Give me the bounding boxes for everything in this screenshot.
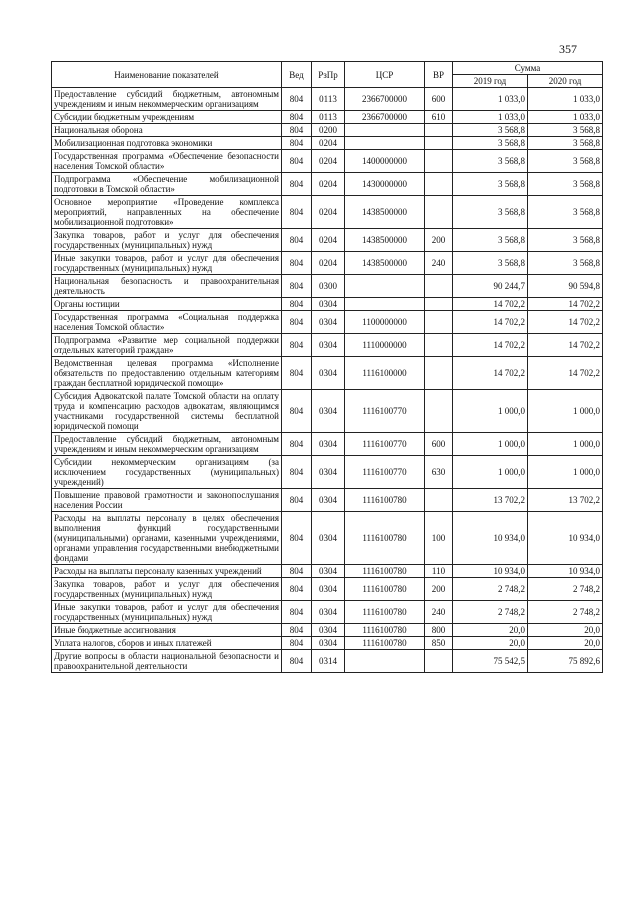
table-row (52, 650, 603, 673)
cell-csr: 1438500000 (345, 196, 425, 229)
table-body (52, 88, 603, 673)
table-row (52, 390, 603, 433)
cell-rzpr: 0204 (312, 173, 345, 196)
cell-vr (425, 357, 453, 390)
header-rzpr: РзПр (312, 62, 345, 88)
header-2020: 2020 год (528, 75, 603, 88)
table-row (52, 456, 603, 489)
cell-2020: 1 000,0 (528, 433, 603, 456)
cell-2020: 14 702,2 (528, 334, 603, 357)
cell-name: Закупка товаров, работ и услуг для обеспечения государственных (муниципальных) нужд (52, 578, 282, 601)
cell-csr: 2366700000 (345, 88, 425, 111)
cell-rzpr: 0204 (312, 150, 345, 173)
cell-2020: 1 000,0 (528, 390, 603, 433)
table-row (52, 637, 603, 650)
cell-ved: 804 (282, 137, 312, 150)
cell-name: Органы юстиции (52, 298, 282, 311)
cell-rzpr: 0304 (312, 512, 345, 565)
cell-vr: 600 (425, 433, 453, 456)
cell-2019: 14 702,2 (453, 298, 528, 311)
cell-2019: 20,0 (453, 624, 528, 637)
table-row (52, 311, 603, 334)
table-row (52, 111, 603, 124)
cell-2019: 14 702,2 (453, 311, 528, 334)
cell-ved: 804 (282, 124, 312, 137)
table-header (52, 62, 603, 88)
cell-csr (345, 124, 425, 137)
cell-csr: 1116100780 (345, 601, 425, 624)
table-row (52, 173, 603, 196)
cell-name: Субсидия Адвокатской палате Томской области на оплату труда и компенсацию расходов адвокатам, являющимся участниками государственной системы бесплатной юридической помощи (52, 390, 282, 433)
cell-csr: 1400000000 (345, 150, 425, 173)
cell-csr: 1116100780 (345, 578, 425, 601)
cell-ved: 804 (282, 150, 312, 173)
cell-vr (425, 275, 453, 298)
cell-rzpr: 0304 (312, 334, 345, 357)
cell-vr: 850 (425, 637, 453, 650)
cell-rzpr: 0113 (312, 111, 345, 124)
cell-csr: 1100000000 (345, 311, 425, 334)
cell-2020: 20,0 (528, 637, 603, 650)
cell-2020: 3 568,8 (528, 124, 603, 137)
cell-ved: 804 (282, 311, 312, 334)
cell-csr (345, 275, 425, 298)
cell-2020: 90 594,8 (528, 275, 603, 298)
cell-vr: 200 (425, 578, 453, 601)
cell-name: Ведомственная целевая программа «Исполнение обязательств по предоставлению отдельным категориям граждан бесплатной юридической помощи» (52, 357, 282, 390)
cell-rzpr: 0304 (312, 489, 345, 512)
cell-2020: 14 702,2 (528, 298, 603, 311)
cell-name: Иные закупки товаров, работ и услуг для обеспечения государственных (муниципальных) нужд (52, 252, 282, 275)
cell-ved: 804 (282, 196, 312, 229)
header-ved: Вед (282, 62, 312, 88)
cell-csr: 1116100000 (345, 357, 425, 390)
cell-name: Национальная оборона (52, 124, 282, 137)
cell-2020: 14 702,2 (528, 357, 603, 390)
table-row (52, 88, 603, 111)
cell-rzpr: 0304 (312, 601, 345, 624)
cell-csr: 2366700000 (345, 111, 425, 124)
cell-csr: 1116100780 (345, 624, 425, 637)
cell-vr (425, 390, 453, 433)
cell-rzpr: 0200 (312, 124, 345, 137)
cell-2019: 10 934,0 (453, 512, 528, 565)
cell-ved: 804 (282, 637, 312, 650)
cell-vr: 600 (425, 88, 453, 111)
cell-2019: 2 748,2 (453, 601, 528, 624)
cell-name: Государственная программа «Обеспечение безопасности населения Томской области» (52, 150, 282, 173)
cell-rzpr: 0204 (312, 252, 345, 275)
cell-rzpr: 0304 (312, 624, 345, 637)
cell-name: Предоставление субсидий бюджетным, автономным учреждениям и иным некоммерческим организациям (52, 88, 282, 111)
cell-csr: 1438500000 (345, 252, 425, 275)
cell-vr (425, 124, 453, 137)
header-csr: ЦСР (345, 62, 425, 88)
cell-2019: 1 033,0 (453, 111, 528, 124)
cell-2019: 3 568,8 (453, 124, 528, 137)
cell-ved: 804 (282, 489, 312, 512)
cell-2019: 1 000,0 (453, 390, 528, 433)
cell-csr (345, 650, 425, 673)
cell-2020: 10 934,0 (528, 565, 603, 578)
cell-ved: 804 (282, 601, 312, 624)
cell-name: Другие вопросы в области национальной безопасности и правоохранительной деятельности (52, 650, 282, 673)
cell-2019: 10 934,0 (453, 565, 528, 578)
cell-csr: 1430000000 (345, 173, 425, 196)
cell-rzpr: 0304 (312, 637, 345, 650)
cell-ved: 804 (282, 111, 312, 124)
cell-2019: 3 568,8 (453, 137, 528, 150)
cell-ved: 804 (282, 252, 312, 275)
cell-2019: 3 568,8 (453, 173, 528, 196)
table-row (52, 275, 603, 298)
cell-csr (345, 137, 425, 150)
table-row (52, 565, 603, 578)
cell-ved: 804 (282, 357, 312, 390)
cell-2020: 2 748,2 (528, 601, 603, 624)
cell-vr (425, 311, 453, 334)
cell-name: Расходы на выплаты персоналу в целях обеспечения выполнения функций государственными (муниципальными) органами, казенными учреждениями, органами управления государственными внебюджетными фондами (52, 512, 282, 565)
cell-2020: 2 748,2 (528, 578, 603, 601)
cell-vr: 240 (425, 601, 453, 624)
cell-name: Субсидии некоммерческим организациям (за исключением государственных (муниципальных) учреждений) (52, 456, 282, 489)
table-row (52, 624, 603, 637)
cell-2020: 3 568,8 (528, 150, 603, 173)
table-row (52, 357, 603, 390)
table-row (52, 578, 603, 601)
cell-2019: 90 244,7 (453, 275, 528, 298)
cell-csr: 1116100780 (345, 512, 425, 565)
cell-name: Иные бюджетные ассигнования (52, 624, 282, 637)
cell-csr: 1116100780 (345, 565, 425, 578)
cell-vr (425, 650, 453, 673)
cell-ved: 804 (282, 512, 312, 565)
table-row (52, 512, 603, 565)
cell-2020: 10 934,0 (528, 512, 603, 565)
cell-rzpr: 0204 (312, 196, 345, 229)
cell-2020: 14 702,2 (528, 311, 603, 334)
table-row (52, 298, 603, 311)
cell-vr (425, 489, 453, 512)
header-vr: ВР (425, 62, 453, 88)
cell-2019: 3 568,8 (453, 252, 528, 275)
header-2019: 2019 год (453, 75, 528, 88)
cell-rzpr: 0304 (312, 311, 345, 334)
cell-name: Уплата налогов, сборов и иных платежей (52, 637, 282, 650)
cell-vr: 800 (425, 624, 453, 637)
header-name: Наименование показателей (52, 62, 282, 88)
cell-name: Мобилизационная подготовка экономики (52, 137, 282, 150)
cell-ved: 804 (282, 275, 312, 298)
cell-ved: 804 (282, 334, 312, 357)
cell-2019: 3 568,8 (453, 196, 528, 229)
cell-2020: 20,0 (528, 624, 603, 637)
cell-name: Подпрограмма «Развитие мер социальной поддержки отдельных категорий граждан» (52, 334, 282, 357)
cell-vr: 240 (425, 252, 453, 275)
cell-vr (425, 137, 453, 150)
cell-vr (425, 150, 453, 173)
cell-name: Подпрограмма «Обеспечение мобилизационной подготовки в Томской области» (52, 173, 282, 196)
cell-2019: 1 000,0 (453, 456, 528, 489)
cell-csr (345, 298, 425, 311)
cell-2019: 3 568,8 (453, 150, 528, 173)
cell-csr: 1116100770 (345, 390, 425, 433)
table-row (52, 137, 603, 150)
cell-2019: 1 033,0 (453, 88, 528, 111)
cell-rzpr: 0304 (312, 298, 345, 311)
cell-2019: 2 748,2 (453, 578, 528, 601)
cell-ved: 804 (282, 456, 312, 489)
cell-csr: 1116100780 (345, 489, 425, 512)
page-number: 357 (559, 42, 577, 56)
cell-2019: 75 542,5 (453, 650, 528, 673)
cell-ved: 804 (282, 624, 312, 637)
budget-table (51, 61, 603, 673)
cell-rzpr: 0304 (312, 578, 345, 601)
cell-name: Иные закупки товаров, работ и услуг для обеспечения государственных (муниципальных) нужд (52, 601, 282, 624)
table-row (52, 252, 603, 275)
cell-vr: 200 (425, 229, 453, 252)
cell-rzpr: 0304 (312, 433, 345, 456)
cell-name: Государственная программа «Социальная поддержка населения Томской области» (52, 311, 282, 334)
table-row (52, 601, 603, 624)
cell-rzpr: 0304 (312, 390, 345, 433)
cell-2020: 1 033,0 (528, 111, 603, 124)
cell-2019: 1 000,0 (453, 433, 528, 456)
cell-csr: 1438500000 (345, 229, 425, 252)
cell-vr: 630 (425, 456, 453, 489)
cell-ved: 804 (282, 88, 312, 111)
cell-rzpr: 0304 (312, 357, 345, 390)
cell-vr (425, 334, 453, 357)
cell-2019: 14 702,2 (453, 357, 528, 390)
cell-name: Предоставление субсидий бюджетным, автономным учреждениям и иным некоммерческим организациям (52, 433, 282, 456)
cell-ved: 804 (282, 565, 312, 578)
cell-2020: 3 568,8 (528, 173, 603, 196)
cell-rzpr: 0314 (312, 650, 345, 673)
cell-csr: 1116100770 (345, 456, 425, 489)
cell-2019: 14 702,2 (453, 334, 528, 357)
header-sum: Сумма (453, 62, 603, 75)
cell-name: Закупка товаров, работ и услуг для обеспечения государственных (муниципальных) нужд (52, 229, 282, 252)
cell-rzpr: 0204 (312, 229, 345, 252)
cell-ved: 804 (282, 229, 312, 252)
table-row (52, 229, 603, 252)
cell-ved: 804 (282, 298, 312, 311)
cell-vr (425, 173, 453, 196)
table-row (52, 489, 603, 512)
table-row (52, 334, 603, 357)
cell-2019: 20,0 (453, 637, 528, 650)
cell-2020: 3 568,8 (528, 137, 603, 150)
cell-2020: 13 702,2 (528, 489, 603, 512)
cell-2020: 3 568,8 (528, 196, 603, 229)
cell-rzpr: 0304 (312, 456, 345, 489)
cell-ved: 804 (282, 173, 312, 196)
cell-2020: 3 568,8 (528, 229, 603, 252)
table-row (52, 124, 603, 137)
cell-vr: 610 (425, 111, 453, 124)
cell-rzpr: 0204 (312, 137, 345, 150)
cell-ved: 804 (282, 433, 312, 456)
cell-ved: 804 (282, 650, 312, 673)
cell-vr (425, 298, 453, 311)
cell-name: Основное мероприятие «Проведение комплекса мероприятий, направленных на обеспечение мобилизационной подготовки» (52, 196, 282, 229)
cell-csr: 1116100770 (345, 433, 425, 456)
table-row (52, 150, 603, 173)
cell-rzpr: 0113 (312, 88, 345, 111)
table-row (52, 433, 603, 456)
cell-name: Субсидии бюджетным учреждениям (52, 111, 282, 124)
cell-name: Национальная безопасность и правоохранительная деятельность (52, 275, 282, 298)
table-row (52, 196, 603, 229)
cell-rzpr: 0300 (312, 275, 345, 298)
cell-vr: 100 (425, 512, 453, 565)
cell-2019: 3 568,8 (453, 229, 528, 252)
cell-vr: 110 (425, 565, 453, 578)
cell-vr (425, 196, 453, 229)
cell-rzpr: 0304 (312, 565, 345, 578)
cell-name: Повышение правовой грамотности и законопослушания населения России (52, 489, 282, 512)
cell-ved: 804 (282, 578, 312, 601)
cell-2020: 1 000,0 (528, 456, 603, 489)
cell-csr: 1116100780 (345, 637, 425, 650)
cell-2020: 75 892,6 (528, 650, 603, 673)
cell-csr: 1110000000 (345, 334, 425, 357)
cell-2020: 1 033,0 (528, 88, 603, 111)
cell-2020: 3 568,8 (528, 252, 603, 275)
cell-name: Расходы на выплаты персоналу казенных учреждений (52, 565, 282, 578)
cell-2019: 13 702,2 (453, 489, 528, 512)
cell-ved: 804 (282, 390, 312, 433)
